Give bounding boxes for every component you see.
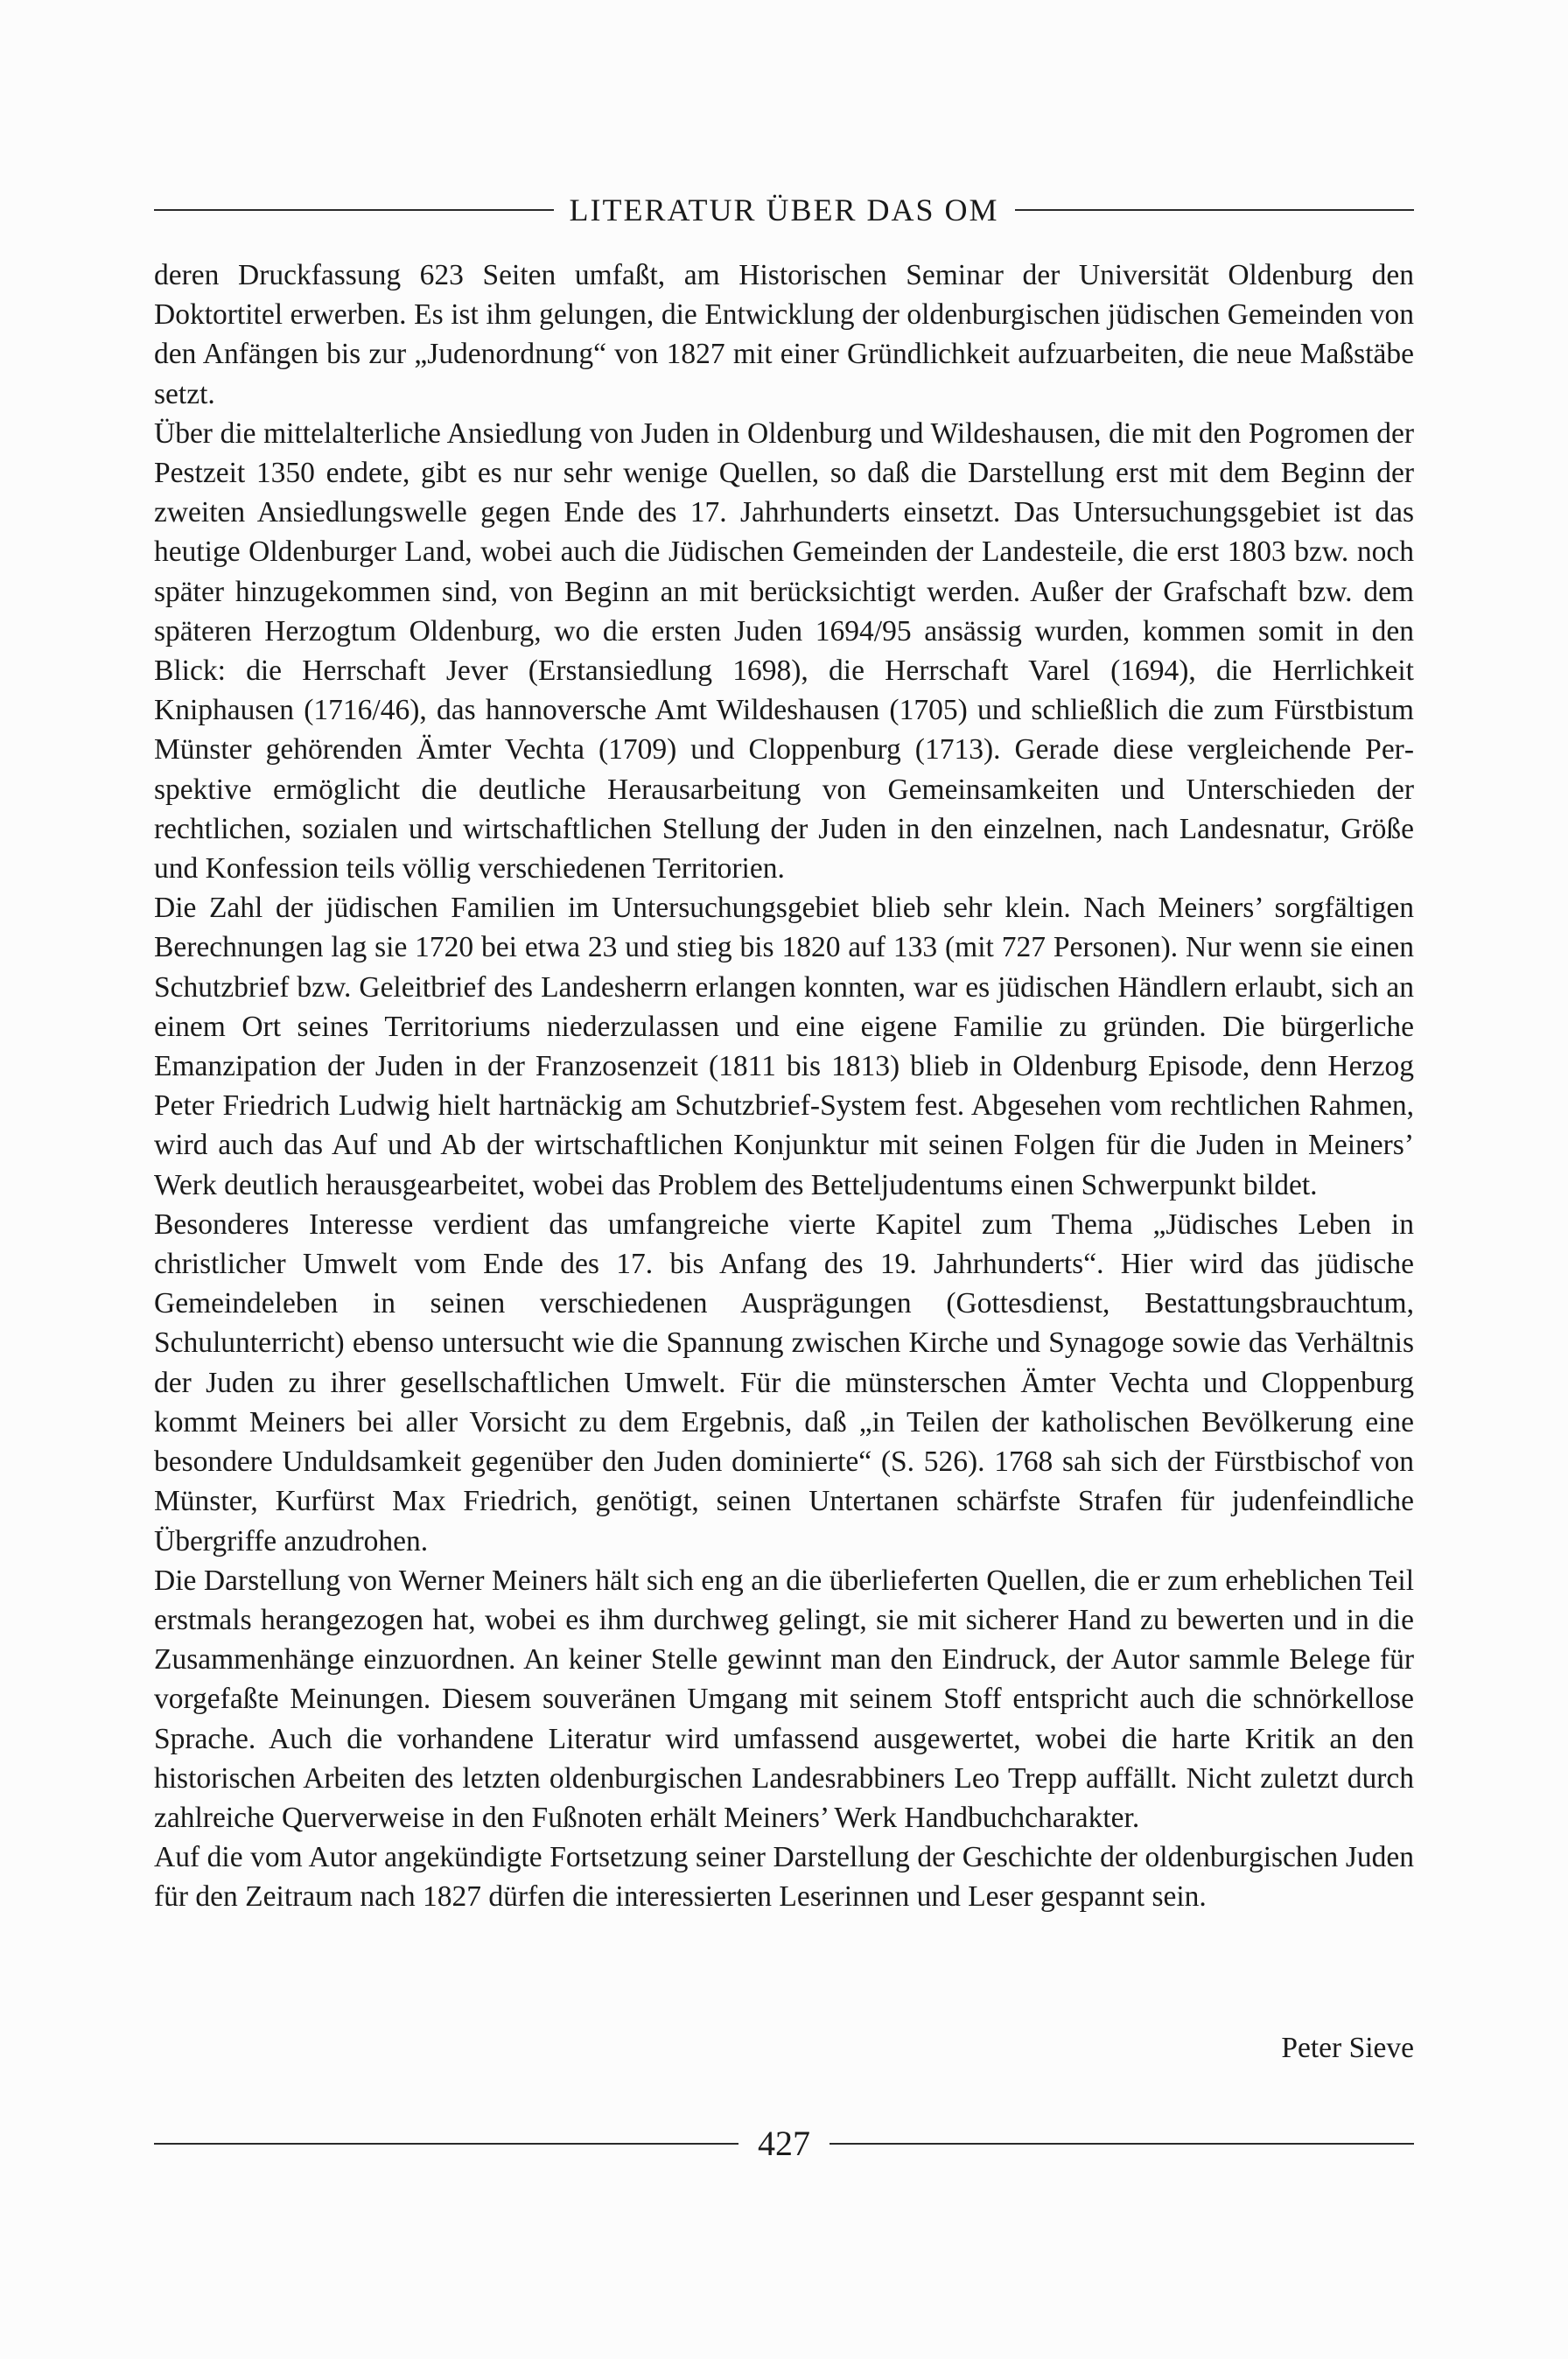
body-text <box>154 256 1414 1917</box>
running-header <box>154 194 1414 226</box>
header-title: LITERATUR ÜBER DAS OM <box>569 192 999 228</box>
paragraph: Auf die vom Autor angekündigte Fortsetzung seiner Darstellung der Geschichte der oldenburgischen Juden für den Zeitraum nach 1827 dürfen die interessierten Leserinnen und Leser gespannt sein. <box>154 1841 1414 1914</box>
footer-rule-left <box>154 2143 738 2145</box>
footer-rule-right <box>830 2143 1414 2145</box>
header-rule-left <box>154 209 554 211</box>
author-signature: Peter Sieve <box>1281 2032 1414 2064</box>
page-number: 427 <box>758 2124 810 2163</box>
paragraph: Die Zahl der jüdischen Familien im Untersuchungsgebiet blieb sehr klein. Nach Meiners’ sorgfältigen Berechnungen lag sie 1720 bei etwa 23 und stieg bis 1820 auf 133 (mit 727 Personen). Nur wenn sie einen Schutzbrief bzw. Geleitbrief des Landesherrn erlangen konnten, war es jüdischen Händlern erlaubt, sich an einem Ort seines Territoriums niederzulassen und eine eigene Familie zu gründen. Die bürgerliche Emanzipation der Juden in der Franzosenzeit (1811 bis 1813) blieb in Oldenburg Episode, denn Herzog Peter Friedrich Ludwig hielt hartnäckig am Schutzbrief-System fest. Abgesehen vom rechtlichen Rahmen, wird auch das Auf und Ab der wirtschaftlichen Konjunktur mit seinen Folgen für die Juden in Meiners’ Werk deutlich herausgearbeitet, wobei das Problem des Betteljudentums einen Schwerpunkt bildet. <box>154 892 1414 1201</box>
page-footer <box>154 2126 1414 2161</box>
header-rule-right <box>1015 209 1415 211</box>
paragraph: deren Druckfassung 623 Seiten umfaßt, am Historischen Seminar der Universität Oldenburg den Doktortitel erwerben. Es ist ihm gelungen, die Entwicklung der oldenburgischen jüdischen Gemeinden von den Anfängen bis zur „Judenordnung“ von 1827 mit einer Gründlichkeit aufzuarbeiten, die neue Maßstäbe setzt. <box>154 259 1414 410</box>
paragraph: Über die mittelalterliche Ansiedlung von Juden in Oldenburg und Wildeshausen, die mit den Pogromen der Pestzeit 1350 endete, gibt es nur sehr wenige Quellen, so daß die Darstellung erst mit dem Beginn der zweiten Ansiedlungswelle gegen Ende des 17. Jahrhunderts einsetzt. Das Untersuchungsgebiet ist das heutige Oldenburger Land, wobei auch die Jüdischen Gemeinden der Landesteile, die erst 1803 bzw. noch später hinzugekommen sind, von Beginn an mit berücksichtigt werden. Außer der Grafschaft bzw. dem späteren Herzogtum Oldenburg, wo die ersten Juden 1694/95 ansässig wurden, kommen somit in den Blick: die Herrschaft Jever (Erstansiedlung 1698), die Herrschaft Varel (1694), die Herrlichkeit Kniphausen (1716/46), das hannoversche Amt Wildeshausen (1705) und schließlich die zum Fürstbistum Münster gehörenden Ämter Vechta (1709) und Cloppenburg (1713). Gerade diese vergleichende Perspektive ermöglicht die deutliche Herausarbeitung von Gemeinsamkeiten und Unterschieden der rechtlichen, sozialen und wirtschaftlichen Stellung der Juden in den einzelnen, nach Landesnatur, Größe und Konfession teils völlig verschiedenen Territorien. <box>154 416 1414 886</box>
paragraph: Besonderes Interesse verdient das umfangreiche vierte Kapitel zum Thema „Jüdisches Leben in christlicher Umwelt vom Ende des 17. bis Anfang des 19. Jahrhunderts“. Hier wird das jüdische Gemeindeleben in seinen verschiedenen Ausprägungen (Gottesdienst, Bestattungsbrauchtum, Schulunterricht) ebenso untersucht wie die Spannung zwischen Kirche und Synagoge sowie das Verhältnis der Juden zu ihrer gesellschaftlichen Umwelt. Für die münsterschen Ämter Vechta und Cloppenburg kommt Meiners bei aller Vorsicht zu dem Ergebnis, daß „in Teilen der katholischen Bevölkerung eine besondere Unduldsamkeit gegenüber den Juden dominierte“ (S. 526). 1768 sah sich der Fürstbischof von Münster, Kurfürst Max Friedrich, genötigt, seinen Untertanen schärfste Strafen für judenfeindliche Übergriffe anzudrohen. <box>154 1208 1414 1558</box>
paragraph: Die Darstellung von Werner Meiners hält sich eng an die überlieferten Quellen, die er zum erheblichen Teil erstmals herangezogen hat, wobei es ihm durchweg gelingt, sie mit sicherer Hand zu bewerten und in die Zusammenhänge einzuordnen. An keiner Stelle gewinnt man den Eindruck, der Autor sammle Belege für vorgefaßte Meinungen. Diesem souveränen Umgang mit seinem Stoff entspricht auch die schnörkellose Sprache. Auch die vorhandene Literatur wird umfassend ausgewertet, wobei die harte Kritik an den historischen Arbeiten des letzten oldenburgischen Landesrabbiners Leo Trepp auffällt. Nicht zuletzt durch zahlreiche Querverweise in den Fußnoten erhält Meiners’ Werk Handbuchcharakter. <box>154 1564 1414 1834</box>
